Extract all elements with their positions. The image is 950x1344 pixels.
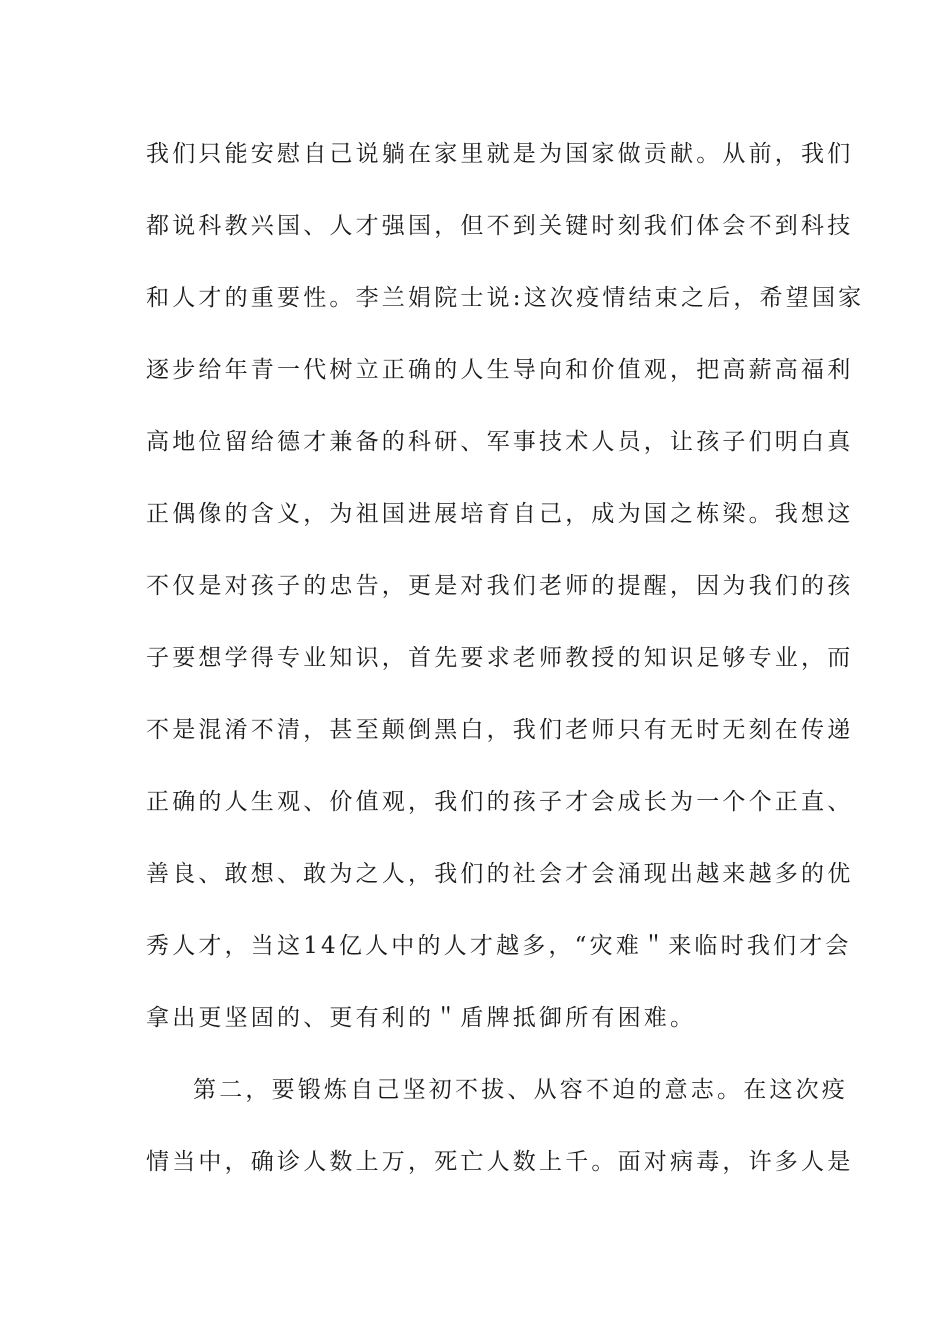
text-line: 善良、敢想、敢为之人，我们的社会才会涌现出越来越多的优 [146, 861, 854, 887]
text-line: 拿出更坚固的、更有利的＂盾牌抵御所有困难。 [146, 1005, 697, 1031]
paragraph-first-line: 第二，要锻炼自己坚初不拔、从容不迫的意志。在这次疫 [193, 1077, 848, 1103]
text-line: 正确的人生观、价值观，我们的孩子才会成长为一个个正直、 [146, 789, 854, 815]
text-line: 不仅是对孩子的忠告，更是对我们老师的提醒，因为我们的孩 [146, 573, 854, 599]
text-line: 逐步给年青一代树立正确的人生导向和价值观，把高薪高福利 [146, 357, 854, 383]
text-line: 不是混淆不清，甚至颠倒黑白，我们老师只有无时无刻在传递 [146, 717, 854, 743]
text-line: 都说科教兴国、人才强国，但不到关键时刻我们体会不到科技 [146, 213, 854, 239]
text-line: 正偶像的含义，为祖国进展培育自己，成为国之栋梁。我想这 [146, 501, 854, 527]
text-line: 我们只能安慰自己说躺在家里就是为国家做贡献。从前，我们 [146, 141, 854, 167]
text-line: 情当中，确诊人数上万，死亡人数上千。面对病毒，许多人是 [146, 1149, 854, 1175]
text-line: 秀人才，当这14亿人中的人才越多，“灾难＂来临时我们才会 [146, 933, 852, 959]
text-line: 和人才的重要性。李兰娟院士说:这次疫情结束之后，希望国家 [146, 285, 865, 311]
text-line: 高地位留给德才兼备的科研、军事技术人员，让孩子们明白真 [146, 429, 854, 455]
text-line: 子要想学得专业知识，首先要求老师教授的知识足够专业，而 [146, 645, 854, 671]
